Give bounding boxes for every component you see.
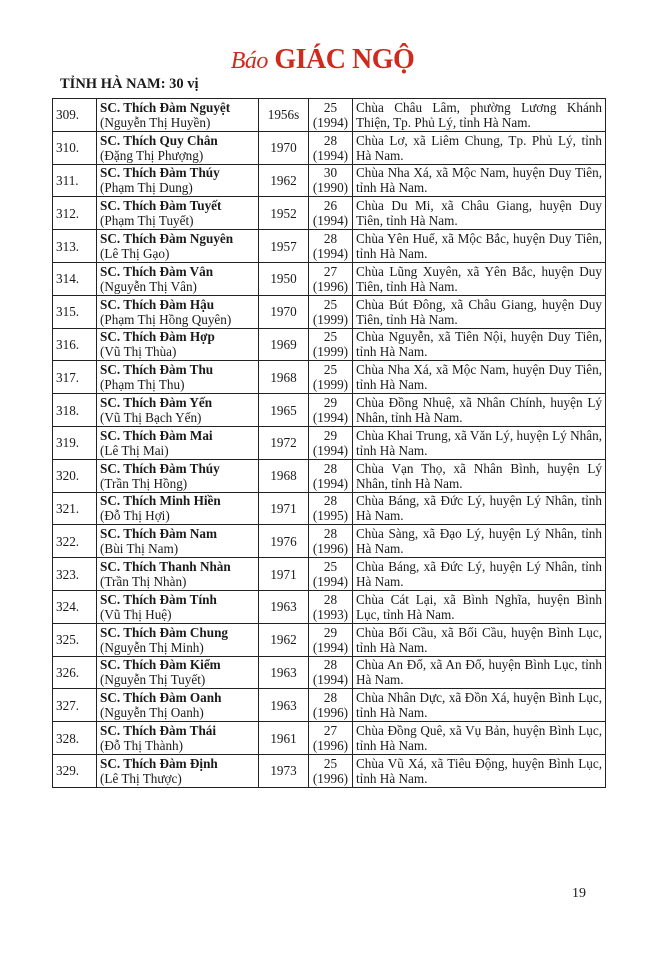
birth-year: 1973 xyxy=(259,754,309,787)
ordination-cell xyxy=(309,361,353,394)
row-number: 315. xyxy=(53,295,97,328)
dharma-name: SC. Thích Đàm Yến xyxy=(100,395,213,411)
ordination-year: (1996) xyxy=(312,541,349,557)
name-cell xyxy=(97,459,259,492)
ordination-age: 28 xyxy=(323,132,338,148)
dharma-name: SC. Thích Đàm Hợp xyxy=(100,329,215,345)
page-number: 19 xyxy=(572,886,586,901)
ordination-age: 25 xyxy=(323,296,338,312)
dharma-name: SC. Thích Đàm Thái xyxy=(100,723,217,739)
row-number: 310. xyxy=(53,131,97,164)
dharma-name: SC. Thích Đàm Nam xyxy=(100,526,217,542)
name-cell xyxy=(97,131,259,164)
ordination-year: (1990) xyxy=(312,180,349,196)
dharma-name: SC. Thích Thanh Nhàn xyxy=(100,559,231,575)
name-cell xyxy=(97,361,259,394)
ordination-cell xyxy=(309,459,353,492)
temple-address: Chùa Lũng Xuyên, xã Yên Bắc, huyện Duy Tiên, tỉnh Hà Nam. xyxy=(353,262,606,295)
birth-year: 1968 xyxy=(259,361,309,394)
row-number: 325. xyxy=(53,623,97,656)
ordination-age: 27 xyxy=(323,263,338,279)
name-cell xyxy=(97,394,259,427)
ordination-cell xyxy=(309,590,353,623)
temple-address: Chùa Nhân Dực, xã Đồn Xá, huyện Bình Lục, tỉnh Hà Nam. xyxy=(353,689,606,722)
ordination-year: (1994) xyxy=(312,442,349,458)
dharma-name: SC. Thích Đàm Tính xyxy=(100,591,217,607)
name-cell xyxy=(97,689,259,722)
temple-address: Chùa An Đổ, xã An Đổ, huyện Bình Lục, tỉnh Hà Nam. xyxy=(353,656,606,689)
lay-name: (Vũ Thị Thùa) xyxy=(100,344,177,360)
logo-title: GIÁC NGỘ xyxy=(274,44,415,75)
temple-address: Chùa Bối Cầu, xã Bối Cầu, huyện Bình Lục, tỉnh Hà Nam. xyxy=(353,623,606,656)
table-row xyxy=(53,459,606,492)
birth-year: 1968 xyxy=(259,459,309,492)
ordination-cell xyxy=(309,99,353,132)
ordination-year: (1994) xyxy=(312,410,349,426)
birth-year: 1971 xyxy=(259,558,309,591)
row-number: 312. xyxy=(53,197,97,230)
temple-address: Chùa Khai Trung, xã Văn Lý, huyện Lý Nhân, tỉnh Hà Nam. xyxy=(353,426,606,459)
temple-address: Chùa Nguyễn, xã Tiên Nội, huyện Duy Tiên, tỉnh Hà Nam. xyxy=(353,328,606,361)
temple-address: Chùa Du Mi, xã Châu Giang, huyện Duy Tiên, tỉnh Hà Nam. xyxy=(353,197,606,230)
ordination-year: (1994) xyxy=(312,475,349,491)
table-body xyxy=(53,99,606,788)
temple-address: Chùa Đồng Quê, xã Vụ Bản, huyện Bình Lục, tỉnh Hà Nam. xyxy=(353,722,606,755)
ordination-age: 30 xyxy=(323,165,338,181)
table-row xyxy=(53,492,606,525)
ordination-year: (1994) xyxy=(312,639,349,655)
newspaper-logo xyxy=(0,44,645,76)
ordination-cell xyxy=(309,131,353,164)
lay-name: (Nguyễn Thị Tuyết) xyxy=(100,672,206,688)
ordination-age: 28 xyxy=(323,460,338,476)
ordination-year: (1995) xyxy=(312,508,349,524)
dharma-name: SC. Thích Đàm Nguyệt xyxy=(100,99,231,115)
ordination-cell xyxy=(309,394,353,427)
ordination-cell xyxy=(309,230,353,263)
name-cell xyxy=(97,492,259,525)
ordination-year: (1994) xyxy=(312,574,349,590)
ordination-cell xyxy=(309,328,353,361)
dharma-name: SC. Thích Minh Hiền xyxy=(100,493,221,509)
ordination-age: 25 xyxy=(323,99,338,115)
logo-prefix: Báo xyxy=(230,48,268,74)
table-row xyxy=(53,295,606,328)
lay-name: (Đỗ Thị Thành) xyxy=(100,738,184,754)
table-row xyxy=(53,230,606,263)
ordination-age: 25 xyxy=(323,329,338,345)
ordination-cell xyxy=(309,623,353,656)
birth-year: 1952 xyxy=(259,197,309,230)
ordination-year: (1994) xyxy=(312,114,349,130)
row-number: 329. xyxy=(53,754,97,787)
temple-address: Chùa Cát Lại, xã Bình Nghĩa, huyện Bình Lục, tỉnh Hà Nam. xyxy=(353,590,606,623)
temple-address: Chùa Đồng Nhuệ, xã Nhân Chính, huyện Lý Nhân, tỉnh Hà Nam. xyxy=(353,394,606,427)
name-cell xyxy=(97,590,259,623)
ordination-year: (1996) xyxy=(312,278,349,294)
temple-address: Chùa Nha Xá, xã Mộc Nam, huyện Duy Tiên, tỉnh Hà Nam. xyxy=(353,361,606,394)
dharma-name: SC. Thích Đàm Tuyết xyxy=(100,198,222,214)
birth-year: 1950 xyxy=(259,262,309,295)
row-number: 317. xyxy=(53,361,97,394)
dharma-name: SC. Thích Đàm Hậu xyxy=(100,296,215,312)
ordination-age: 29 xyxy=(323,624,338,640)
ordination-age: 28 xyxy=(323,231,338,247)
dharma-name: SC. Thích Đàm Định xyxy=(100,755,218,771)
temple-address: Chùa Sàng, xã Đạo Lý, huyện Lý Nhân, tỉnh Hà Nam. xyxy=(353,525,606,558)
row-number: 311. xyxy=(53,164,97,197)
ordination-cell xyxy=(309,164,353,197)
lay-name: (Lê Thị Thược) xyxy=(100,770,182,786)
lay-name: (Phạm Thị Tuyết) xyxy=(100,213,194,229)
temple-address: Chùa Bút Đông, xã Châu Giang, huyện Duy Tiên, tỉnh Hà Nam. xyxy=(353,295,606,328)
temple-address: Chùa Báng, xã Đức Lý, huyện Lý Nhân, tỉnh Hà Nam. xyxy=(353,492,606,525)
temple-address: Chùa Châu Lâm, phường Lương Khánh Thiện, Tp. Phủ Lý, tỉnh Hà Nam. xyxy=(353,99,606,132)
lay-name: (Đặng Thị Phượng) xyxy=(100,147,204,163)
table-row xyxy=(53,590,606,623)
nun-list-table xyxy=(52,98,606,788)
birth-year: 1970 xyxy=(259,295,309,328)
table-row xyxy=(53,394,606,427)
table-row xyxy=(53,623,606,656)
birth-year: 1970 xyxy=(259,131,309,164)
ordination-age: 28 xyxy=(323,591,338,607)
birth-year: 1963 xyxy=(259,689,309,722)
ordination-age: 28 xyxy=(323,526,338,542)
row-number: 318. xyxy=(53,394,97,427)
row-number: 316. xyxy=(53,328,97,361)
lay-name: (Lê Thị Mai) xyxy=(100,442,169,458)
ordination-year: (1999) xyxy=(312,311,349,327)
name-cell xyxy=(97,230,259,263)
ordination-cell xyxy=(309,656,353,689)
ordination-age: 27 xyxy=(323,723,338,739)
lay-name: (Nguyễn Thị Oanh) xyxy=(100,705,204,721)
ordination-cell xyxy=(309,426,353,459)
name-cell xyxy=(97,295,259,328)
row-number: 309. xyxy=(53,99,97,132)
lay-name: (Phạm Thị Dung) xyxy=(100,180,193,196)
table-row xyxy=(53,361,606,394)
lay-name: (Nguyễn Thị Vân) xyxy=(100,278,197,294)
ordination-year: (1999) xyxy=(312,377,349,393)
table-row xyxy=(53,164,606,197)
lay-name: (Nguyễn Thị Huyền) xyxy=(100,114,211,130)
table-row xyxy=(53,722,606,755)
birth-year: 1961 xyxy=(259,722,309,755)
table-row xyxy=(53,656,606,689)
birth-year: 1976 xyxy=(259,525,309,558)
ordination-age: 28 xyxy=(323,657,338,673)
row-number: 323. xyxy=(53,558,97,591)
ordination-cell xyxy=(309,754,353,787)
row-number: 328. xyxy=(53,722,97,755)
row-number: 314. xyxy=(53,262,97,295)
name-cell xyxy=(97,525,259,558)
ordination-cell xyxy=(309,262,353,295)
birth-year: 1962 xyxy=(259,164,309,197)
ordination-age: 29 xyxy=(323,395,338,411)
lay-name: (Đỗ Thị Hợi) xyxy=(100,508,170,524)
row-number: 324. xyxy=(53,590,97,623)
lay-name: (Trần Thị Nhàn) xyxy=(100,574,187,590)
ordination-age: 28 xyxy=(323,493,338,509)
ordination-year: (1994) xyxy=(312,213,349,229)
table-row xyxy=(53,99,606,132)
ordination-year: (1993) xyxy=(312,606,349,622)
ordination-age: 25 xyxy=(323,362,338,378)
dharma-name: SC. Thích Quy Chân xyxy=(100,132,218,148)
lay-name: (Lê Thị Gạo) xyxy=(100,246,170,262)
lay-name: (Vũ Thị Huệ) xyxy=(100,606,172,622)
dharma-name: SC. Thích Đàm Kiểm xyxy=(100,657,221,673)
lay-name: (Vũ Thị Bạch Yến) xyxy=(100,410,202,426)
row-number: 319. xyxy=(53,426,97,459)
name-cell xyxy=(97,164,259,197)
name-cell xyxy=(97,99,259,132)
ordination-year: (1994) xyxy=(312,147,349,163)
ordination-cell xyxy=(309,558,353,591)
row-number: 327. xyxy=(53,689,97,722)
dharma-name: SC. Thích Đàm Thúy xyxy=(100,460,220,476)
lay-name: (Trần Thị Hồng) xyxy=(100,475,188,491)
lay-name: (Phạm Thị Thu) xyxy=(100,377,185,393)
birth-year: 1965 xyxy=(259,394,309,427)
birth-year: 1971 xyxy=(259,492,309,525)
temple-address: Chùa Báng, xã Đức Lý, huyện Lý Nhân, tỉnh Hà Nam. xyxy=(353,558,606,591)
ordination-age: 26 xyxy=(323,198,338,214)
ordination-cell xyxy=(309,492,353,525)
ordination-cell xyxy=(309,689,353,722)
dharma-name: SC. Thích Đàm Chung xyxy=(100,624,229,640)
ordination-cell xyxy=(309,295,353,328)
table-row xyxy=(53,197,606,230)
ordination-year: (1996) xyxy=(312,705,349,721)
table-row xyxy=(53,689,606,722)
temple-address: Chùa Vạn Thọ, xã Nhân Bình, huyện Lý Nhân, tỉnh Hà Nam. xyxy=(353,459,606,492)
row-number: 320. xyxy=(53,459,97,492)
ordination-age: 25 xyxy=(323,559,338,575)
dharma-name: SC. Thích Đàm Oanh xyxy=(100,690,222,706)
name-cell xyxy=(97,722,259,755)
table-row xyxy=(53,262,606,295)
section-title: TỈNH HÀ NAM: 30 vị xyxy=(60,76,199,92)
birth-year: 1956s xyxy=(259,99,309,132)
ordination-year: (1994) xyxy=(312,246,349,262)
ordination-year: (1996) xyxy=(312,770,349,786)
ordination-year: (1999) xyxy=(312,344,349,360)
name-cell xyxy=(97,197,259,230)
table-row xyxy=(53,426,606,459)
ordination-age: 29 xyxy=(323,427,338,443)
name-cell xyxy=(97,754,259,787)
table-row xyxy=(53,131,606,164)
birth-year: 1963 xyxy=(259,656,309,689)
row-number: 326. xyxy=(53,656,97,689)
ordination-year: (1996) xyxy=(312,738,349,754)
row-number: 322. xyxy=(53,525,97,558)
ordination-cell xyxy=(309,722,353,755)
lay-name: (Phạm Thị Hồng Quyên) xyxy=(100,311,232,327)
lay-name: (Nguyễn Thị Minh) xyxy=(100,639,204,655)
dharma-name: SC. Thích Đàm Mai xyxy=(100,427,213,443)
table-row xyxy=(53,328,606,361)
lay-name: (Bùi Thị Nam) xyxy=(100,541,179,557)
ordination-cell xyxy=(309,197,353,230)
dharma-name: SC. Thích Đàm Vân xyxy=(100,263,214,279)
table-row xyxy=(53,754,606,787)
ordination-year: (1994) xyxy=(312,672,349,688)
name-cell xyxy=(97,328,259,361)
name-cell xyxy=(97,656,259,689)
birth-year: 1972 xyxy=(259,426,309,459)
row-number: 321. xyxy=(53,492,97,525)
name-cell xyxy=(97,623,259,656)
table-row xyxy=(53,558,606,591)
temple-address: Chùa Lơ, xã Liêm Chung, Tp. Phủ Lý, tỉnh Hà Nam. xyxy=(353,131,606,164)
row-number: 313. xyxy=(53,230,97,263)
temple-address: Chùa Nha Xá, xã Mộc Nam, huyện Duy Tiên, tỉnh Hà Nam. xyxy=(353,164,606,197)
name-cell xyxy=(97,262,259,295)
name-cell xyxy=(97,558,259,591)
ordination-cell xyxy=(309,525,353,558)
dharma-name: SC. Thích Đàm Nguyên xyxy=(100,231,234,247)
table-row xyxy=(53,525,606,558)
ordination-age: 28 xyxy=(323,690,338,706)
birth-year: 1957 xyxy=(259,230,309,263)
ordination-age: 25 xyxy=(323,755,338,771)
dharma-name: SC. Thích Đàm Thúy xyxy=(100,165,220,181)
temple-address: Chùa Vũ Xá, xã Tiêu Động, huyện Bình Lục, tỉnh Hà Nam. xyxy=(353,754,606,787)
birth-year: 1969 xyxy=(259,328,309,361)
temple-address: Chùa Yên Huế, xã Mộc Bắc, huyện Duy Tiên, tỉnh Hà Nam. xyxy=(353,230,606,263)
birth-year: 1963 xyxy=(259,590,309,623)
dharma-name: SC. Thích Đàm Thu xyxy=(100,362,214,378)
name-cell xyxy=(97,426,259,459)
birth-year: 1962 xyxy=(259,623,309,656)
